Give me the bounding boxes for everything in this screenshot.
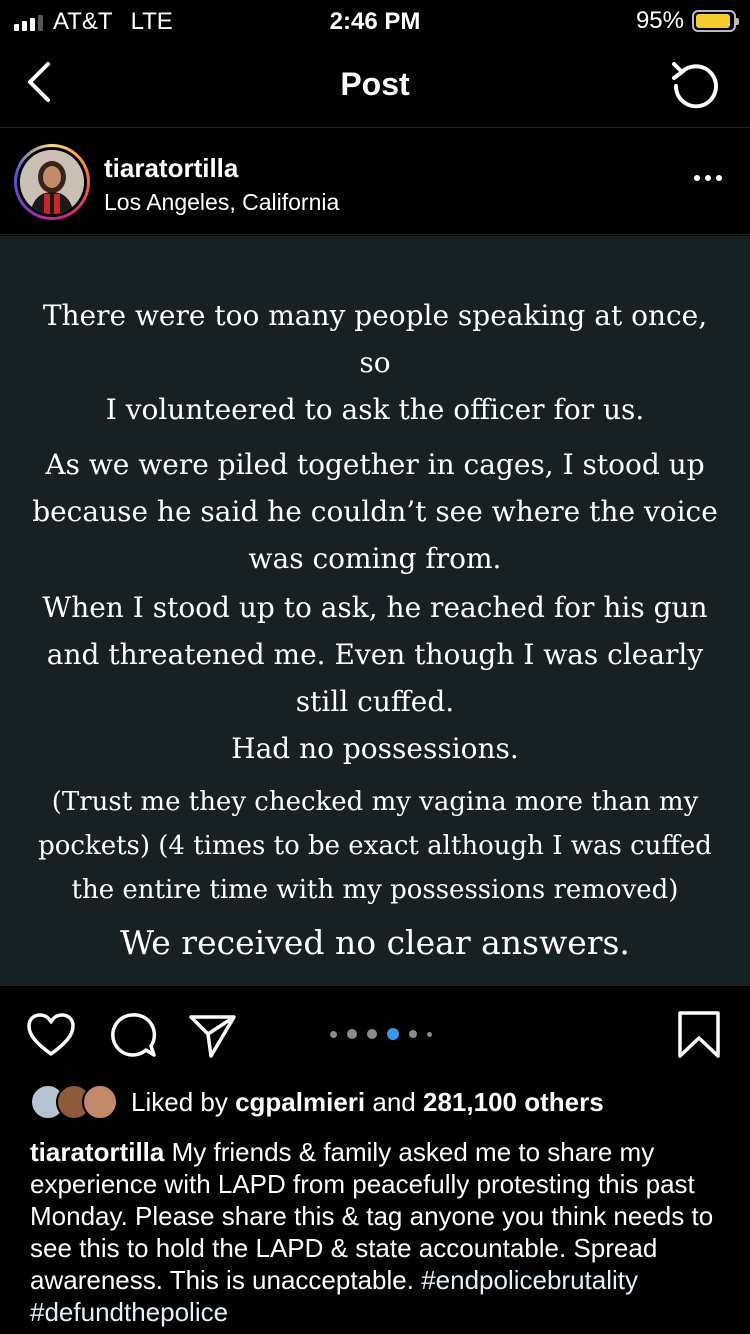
carousel-dot — [330, 1031, 337, 1038]
image-text-line: When I stood up to ask, he reached for his gun — [42, 591, 708, 624]
carousel-indicator — [330, 1028, 432, 1040]
bookmark-icon[interactable] — [676, 1010, 726, 1056]
likes-row[interactable] — [0, 1084, 750, 1124]
image-text-line: was coming from. — [248, 542, 502, 575]
image-text-line: the entire time with my possessions removed) — [71, 875, 679, 905]
image-text-line: As we were piled together in cages, I stood up — [45, 448, 705, 481]
clock: 2:46 PM — [329, 8, 421, 35]
carousel-dot-active — [387, 1028, 399, 1040]
refresh-icon[interactable] — [670, 58, 722, 110]
post-image[interactable] — [0, 236, 750, 986]
nav-bar — [0, 40, 750, 128]
post-username[interactable]: tiaratortilla — [104, 153, 239, 183]
image-text-line: because he said he couldn’t see where the voice — [32, 495, 718, 528]
avatar — [82, 1084, 118, 1120]
caption-text: My friends & family asked me to share my experience with LAPD from peacefully protesting this past Monday. Please share this & tag anyone you think needs to see this to hold the LAPD & state accountable. Spread awareness. This is unacceptable. — [30, 1137, 714, 1295]
likes-count[interactable]: 281,100 others — [423, 1087, 604, 1117]
image-text-line: (Trust me they checked my vagina more than my — [51, 787, 699, 817]
battery-icon — [692, 10, 736, 32]
post-header — [0, 129, 750, 235]
avatar[interactable] — [14, 144, 90, 220]
carousel-dot — [427, 1032, 432, 1037]
hashtag-link[interactable]: #endpolicebrutality — [421, 1265, 639, 1295]
hashtag-link[interactable]: #defundthepolice — [30, 1297, 229, 1327]
image-text-line: I volunteered to ask the officer for us. — [105, 393, 645, 426]
page-title: Post — [340, 66, 410, 102]
more-horizontal-icon[interactable] — [694, 175, 722, 181]
carousel-dot — [367, 1029, 377, 1039]
post-caption — [30, 1136, 730, 1328]
network-label: LTE — [130, 8, 173, 35]
liker-avatars — [30, 1084, 120, 1120]
image-text-line: still cuffed. — [295, 685, 455, 718]
image-text-line: We received no clear answers. — [120, 923, 630, 962]
share-icon[interactable] — [188, 1012, 238, 1058]
heart-icon[interactable] — [26, 1012, 76, 1058]
carrier-label: AT&T — [53, 8, 113, 35]
image-text-line: and threatened me. Even though I was clearly — [46, 638, 704, 671]
image-text-line: Had no possessions. — [231, 732, 519, 765]
image-text-line: pockets) (4 times to be exact although I was cuffed — [38, 831, 712, 861]
post-location[interactable]: Los Angeles, California — [104, 189, 340, 215]
caption-username[interactable]: tiaratortilla — [30, 1137, 165, 1167]
post-image-text — [30, 292, 720, 968]
carousel-dot — [347, 1029, 357, 1039]
image-text-line: There were too many people speaking at once, so — [42, 299, 708, 379]
carousel-dot — [409, 1030, 417, 1038]
status-bar — [0, 0, 750, 40]
likes-text: Liked by cgpalmieri and 281,100 others — [131, 1087, 604, 1117]
liker-username[interactable]: cgpalmieri — [235, 1087, 366, 1117]
comment-icon[interactable] — [108, 1012, 158, 1058]
battery-percent: 95% — [635, 7, 684, 34]
